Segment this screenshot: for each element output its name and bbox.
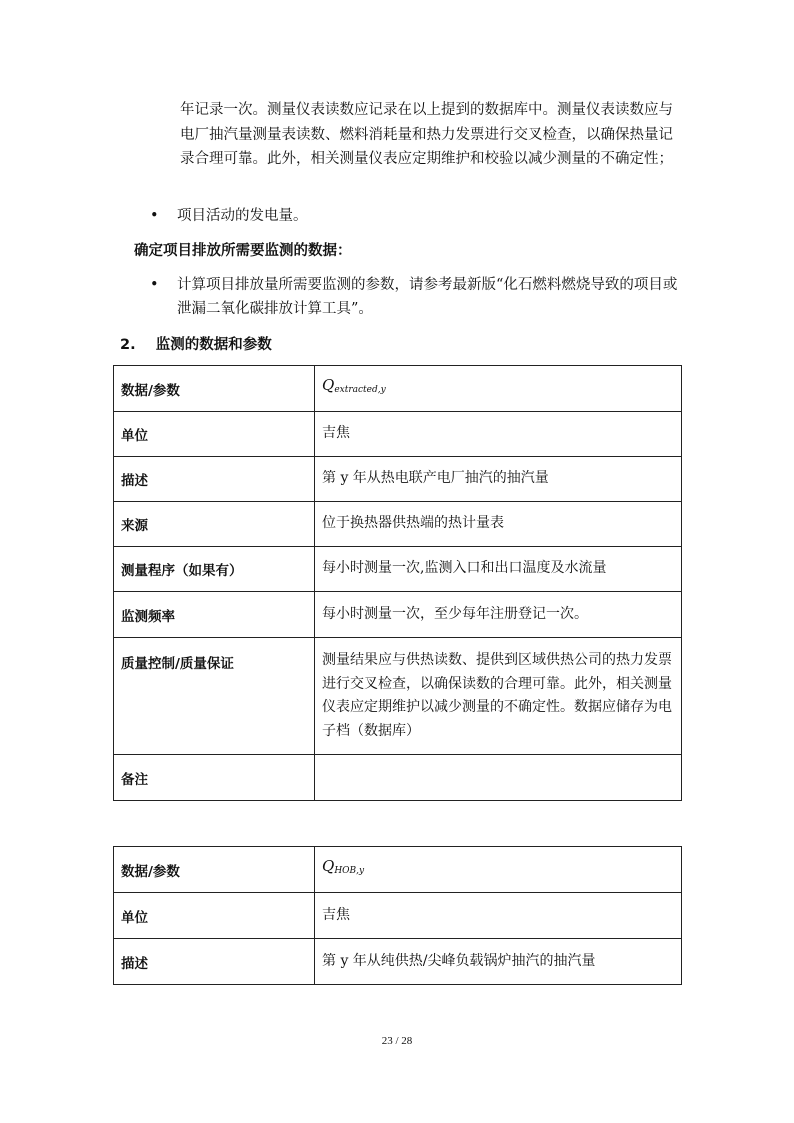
row-value: 第 y 年从热电联产电厂抽汽的抽汽量 bbox=[315, 457, 682, 502]
row-key: 单位 bbox=[114, 893, 315, 939]
table-row bbox=[114, 502, 682, 547]
row-value: 吉焦 bbox=[315, 412, 682, 457]
symbol: Q bbox=[322, 376, 335, 395]
table-row bbox=[114, 847, 682, 893]
intro-paragraph: 年记录一次。测量仪表读数应记录在以上提到的数据库中。测量仪表读数应与电厂抽汽量测量表读数、燃料消耗量和热力发票进行交叉检查，以确保热量记录合理可靠。此外，相关测量仪表应定期维护和校验以减少测量的不确定性； bbox=[180, 102, 673, 168]
row-value: 每小时测量一次，至少每年注册登记一次。 bbox=[315, 592, 682, 638]
bullet-marker: • bbox=[150, 208, 159, 224]
row-key: 单位 bbox=[114, 412, 315, 457]
symbol: Q bbox=[322, 857, 335, 876]
row-key: 描述 bbox=[114, 457, 315, 502]
table-row bbox=[114, 939, 682, 985]
row-value-symbol bbox=[315, 847, 682, 893]
table-row bbox=[114, 592, 682, 638]
emissions-heading: 确定项目排放所需要监测的数据： bbox=[134, 243, 352, 259]
symbol-subscript: extracted,y bbox=[334, 385, 386, 396]
row-key: 描述 bbox=[114, 939, 315, 985]
table-row bbox=[114, 755, 682, 801]
row-value bbox=[315, 755, 682, 801]
row-key: 质量控制/质量保证 bbox=[114, 638, 315, 755]
table-row bbox=[114, 457, 682, 502]
row-key: 来源 bbox=[114, 502, 315, 547]
row-key: 数据/参数 bbox=[114, 366, 315, 412]
row-key: 备注 bbox=[114, 755, 315, 801]
page-number: 23 / 28 bbox=[381, 1035, 413, 1047]
table-row bbox=[114, 638, 682, 755]
section-heading bbox=[120, 333, 272, 357]
row-value: 每小时测量一次,监测入口和出口温度及水流量 bbox=[315, 547, 682, 592]
row-key: 监测频率 bbox=[114, 592, 315, 638]
table-row bbox=[114, 547, 682, 592]
table-row bbox=[114, 893, 682, 939]
row-value: 吉焦 bbox=[315, 893, 682, 939]
row-value: 测量结果应与供热读数、提供到区域供热公司的热力发票进行交叉检查，以确保读数的合理可靠。此外，相关测量仪表应定期维护以减少测量的不确定性。数据应储存为电子档（数据库） bbox=[315, 638, 682, 755]
row-value: 位于换热器供热端的热计量表 bbox=[315, 502, 682, 547]
parameter-table-extracted bbox=[113, 365, 682, 801]
row-key: 数据/参数 bbox=[114, 847, 315, 893]
row-value-symbol bbox=[315, 366, 682, 412]
parameter-table-hob bbox=[113, 846, 682, 985]
row-key: 测量程序（如果有） bbox=[114, 547, 315, 592]
bullet-marker: • bbox=[150, 277, 159, 293]
table-row bbox=[114, 412, 682, 457]
table-row bbox=[114, 366, 682, 412]
section-number: 2. bbox=[120, 337, 136, 353]
bullet-text: 项目活动的发电量。 bbox=[177, 208, 308, 224]
section-title: 监测的数据和参数 bbox=[155, 337, 272, 353]
symbol-subscript: HOB,y bbox=[334, 866, 365, 877]
row-value: 第 y 年从纯供热/尖峰负载锅炉抽汽的抽汽量 bbox=[315, 939, 682, 985]
bullet-text: 计算项目排放量所需要监测的参数，请参考最新版“化石燃料燃烧导致的项目或泄漏二氧化碳排放计算工具”。 bbox=[177, 277, 678, 317]
